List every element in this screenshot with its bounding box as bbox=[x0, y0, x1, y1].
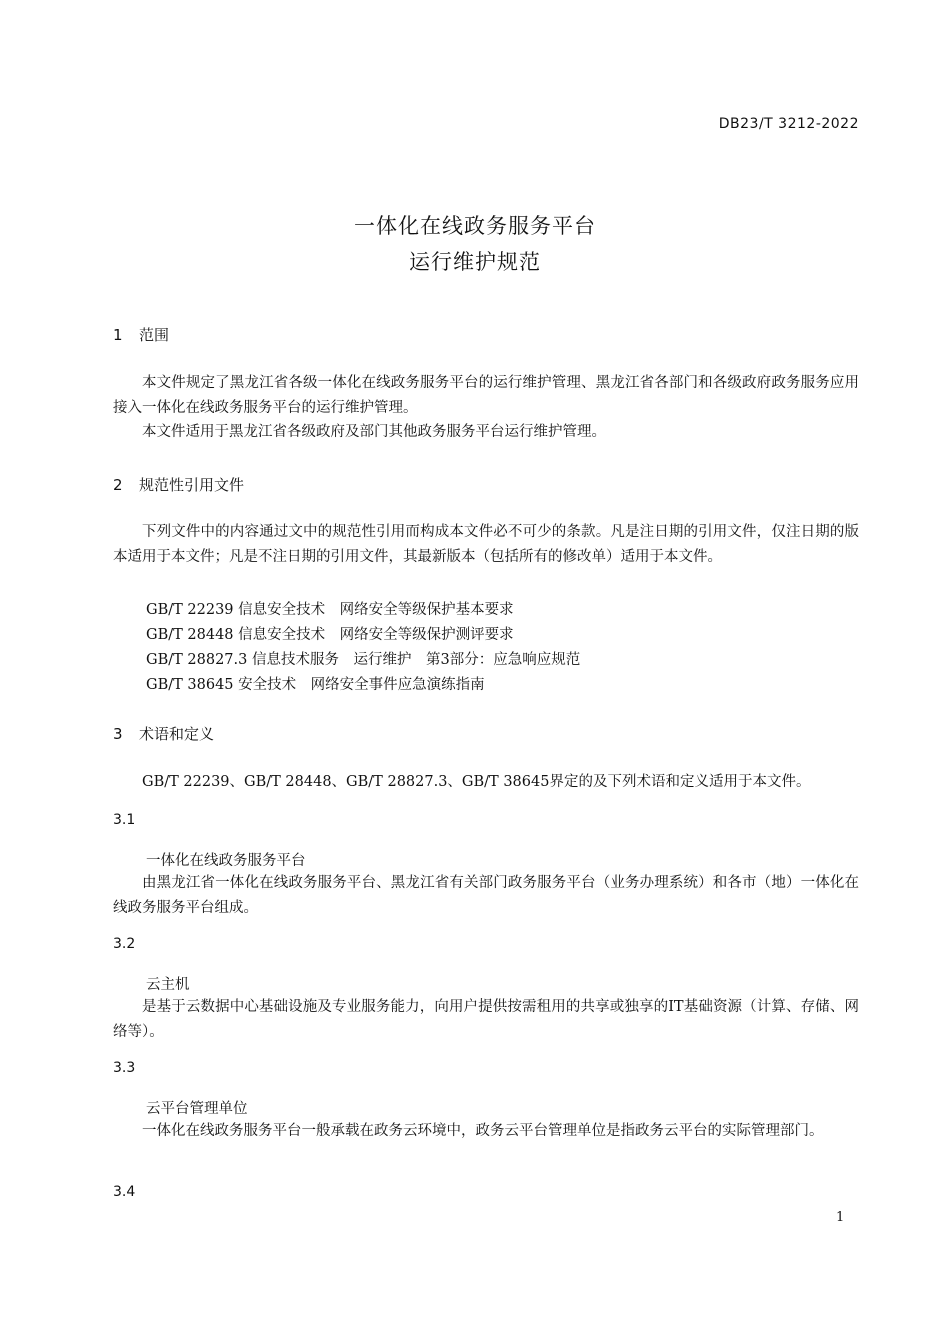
document-title-line1: 一体化在线政务服务平台 bbox=[354, 214, 596, 238]
term-title: 云主机 bbox=[146, 977, 190, 993]
section-title: 规范性引用文件 bbox=[139, 476, 245, 494]
term-title: 一体化在线政务服务平台 bbox=[146, 853, 306, 869]
section-3-intro: GB/T 22239、GB/T 28448、GB/T 28827.3、GB/T 38645界定的及下列术语和定义适用于本文件。 bbox=[142, 774, 811, 790]
term-definition: 由黑龙江省一体化在线政务服务平台、黑龙江省有关部门政务服务平台（业务办理系统）和各市（地）一体化在线政务服务平台组成。 bbox=[113, 875, 859, 916]
term-definition: 一体化在线政务服务平台一般承载在政务云环境中，政务云平台管理单位是指政务云平台的实际管理部门。 bbox=[142, 1123, 824, 1139]
section-number: 1 bbox=[113, 326, 123, 344]
clause-number: 3.2 bbox=[113, 936, 136, 952]
reference-item: GB/T 28448 信息安全技术 网络安全等级保护测评要求 bbox=[146, 627, 514, 643]
section-title: 范围 bbox=[139, 326, 170, 344]
section-1-heading bbox=[113, 324, 169, 345]
section-1-paragraph-1: 本文件规定了黑龙江省各级一体化在线政务服务平台的运行维护管理、黑龙江省各部门和各级政府政务服务应用接入一体化在线政务服务平台的运行维护管理。 bbox=[113, 375, 859, 416]
reference-item: GB/T 22239 信息安全技术 网络安全等级保护基本要求 bbox=[146, 602, 514, 618]
term-title: 云平台管理单位 bbox=[146, 1101, 248, 1117]
section-1-paragraph-2: 本文件适用于黑龙江省各级政府及部门其他政务服务平台运行维护管理。 bbox=[142, 424, 606, 440]
section-2-intro: 下列文件中的内容通过文中的规范性引用而构成本文件必不可少的条款。凡是注日期的引用文件，仅注日期的版本适用于本文件；凡是不注日期的引用文件，其最新版本（包括所有的修改单）适用于本文件。 bbox=[113, 524, 859, 565]
clause-number: 3.3 bbox=[113, 1060, 136, 1076]
page-number: 1 bbox=[836, 1210, 845, 1225]
section-number: 2 bbox=[113, 476, 123, 494]
section-number: 3 bbox=[113, 725, 123, 743]
clause-number: 3.4 bbox=[113, 1184, 136, 1200]
clause-number: 3.1 bbox=[113, 812, 136, 828]
section-title: 术语和定义 bbox=[139, 725, 215, 743]
reference-item: GB/T 38645 安全技术 网络安全事件应急演练指南 bbox=[146, 677, 485, 693]
document-number: DB23/T 3212-2022 bbox=[718, 116, 859, 132]
document-title-line2: 运行维护规范 bbox=[409, 250, 541, 274]
term-definition: 是基于云数据中心基础设施及专业服务能力，向用户提供按需租用的共享或独享的IT基础资源（计算、存储、网络等）。 bbox=[113, 999, 859, 1040]
reference-item: GB/T 28827.3 信息技术服务 运行维护 第3部分：应急响应规范 bbox=[146, 652, 581, 668]
section-2-heading bbox=[113, 474, 244, 495]
section-3-heading bbox=[113, 723, 214, 744]
